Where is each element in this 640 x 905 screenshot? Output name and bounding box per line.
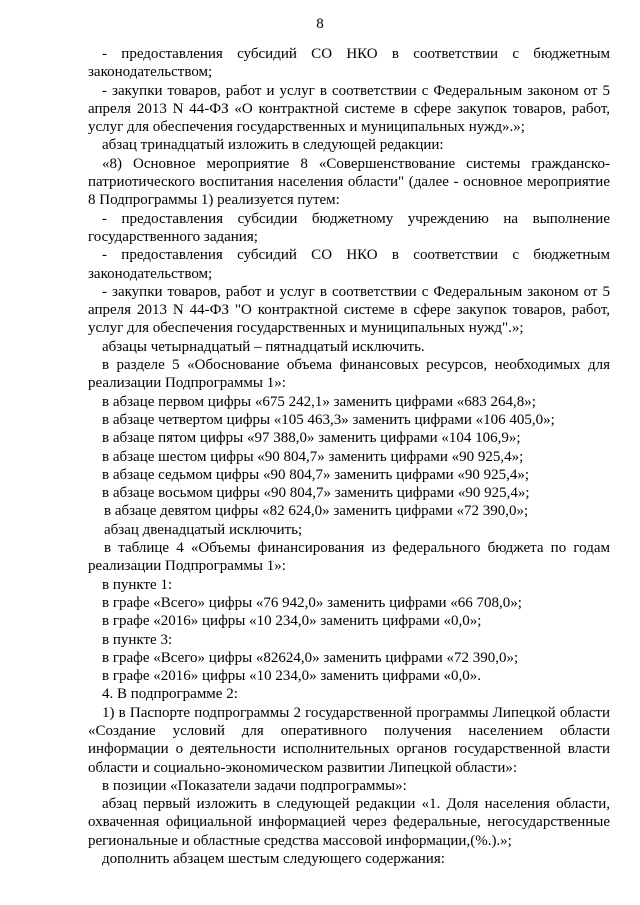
paragraph: в абзаце девятом цифры «82 624,0» заменить цифрами «72 390,0»;: [104, 503, 529, 520]
paragraph: - предоставления субсидий СО НКО в соответствии с бюджетным законодательством;: [88, 247, 610, 282]
paragraph: абзацы четырнадцатый – пятнадцатый исключить.: [102, 338, 425, 355]
paragraph: - предоставления субсидий СО НКО в соответствии с бюджетным законодательством;: [88, 46, 610, 81]
page-number: 8: [316, 16, 324, 32]
paragraph: 4. В подпрограмме 2:: [102, 686, 238, 703]
paragraph: - закупки товаров, работ и услуг в соответствии с Федеральным законом от 5 апреля 2013 N 44-ФЗ "О контрактной системе в сфере закупок товаров, работ, услуг для обеспечения государственных и муниципальных нужд".»;: [88, 283, 610, 337]
paragraph: «8) Основное мероприятие 8 «Совершенствование системы гражданско-патриотического воспитания населения области" (далее - основное мероприятие 8 Подпрограммы 1) реализуется путем:: [88, 155, 610, 209]
paragraph: в пункте 1:: [102, 576, 173, 593]
paragraph: в абзаце седьмом цифры «90 804,7» заменить цифрами «90 925,4»;: [102, 466, 530, 483]
paragraph: абзац тринадцатый изложить в следующей редакции:: [102, 137, 444, 154]
paragraph: в графе «Всего» цифры «82624,0» заменить цифрами «72 390,0»;: [102, 649, 519, 666]
paragraph: в пункте 3:: [102, 631, 173, 648]
paragraph: - закупки товаров, работ и услуг в соответствии с Федеральным законом от 5 апреля 2013 N 44-ФЗ «О контрактной системе в сфере закупок товаров, работ, услуг для обеспечения государственных и муниципальных нужд».»;: [88, 82, 610, 136]
paragraph: в абзаце восьмом цифры «90 804,7» заменить цифрами «90 925,4»;: [102, 485, 530, 502]
paragraph: в абзаце четвертом цифры «105 463,3» заменить цифрами «106 405,0»;: [102, 411, 555, 428]
paragraph: 1) в Паспорте подпрограммы 2 государственной программы Липецкой области «Создание условий для оперативного получения населением области информации о деятельности исполнительных органов государственной власти области и социально-экономическом развитии Липецкой области»:: [88, 704, 610, 776]
paragraph: абзац первый изложить в следующей редакции «1. Доля населения области, охваченная официальной информацией через федеральные, негосударственные региональные и областные средства массовой информации,(%.).»;: [88, 796, 610, 849]
paragraph: - предоставления субсидии бюджетному учреждению на выполнение государственного задания;: [88, 210, 610, 245]
paragraph: в разделе 5 «Обоснование объема финансовых ресурсов, необходимых для реализации Подпрограммы 1»:: [88, 357, 610, 392]
paragraph: в абзаце пятом цифры «97 388,0» заменить цифрами «104 106,9»;: [102, 430, 521, 447]
document-body: [88, 45, 610, 868]
paragraph: в позиции «Показатели задачи подпрограммы»:: [102, 777, 407, 794]
paragraph: в графе «2016» цифры «10 234,0» заменить цифрами «0,0».: [102, 668, 482, 685]
paragraph: абзац двенадцатый исключить;: [104, 521, 303, 538]
paragraph: дополнить абзацем шестым следующего содержания:: [102, 851, 445, 868]
paragraph: в графе «2016» цифры «10 234,0» заменить цифрами «0,0»;: [102, 613, 482, 630]
paragraph: в абзаце шестом цифры «90 804,7» заменить цифрами «90 925,4»;: [102, 448, 524, 465]
paragraph: в таблице 4 «Объемы финансирования из федерального бюджета по годам реализации Подпрограммы 1»:: [88, 540, 610, 575]
paragraph: в графе «Всего» цифры «76 942,0» заменить цифрами «66 708,0»;: [102, 594, 522, 611]
paragraph: в абзаце первом цифры «675 242,1» заменить цифрами «683 264,8»;: [102, 393, 536, 410]
